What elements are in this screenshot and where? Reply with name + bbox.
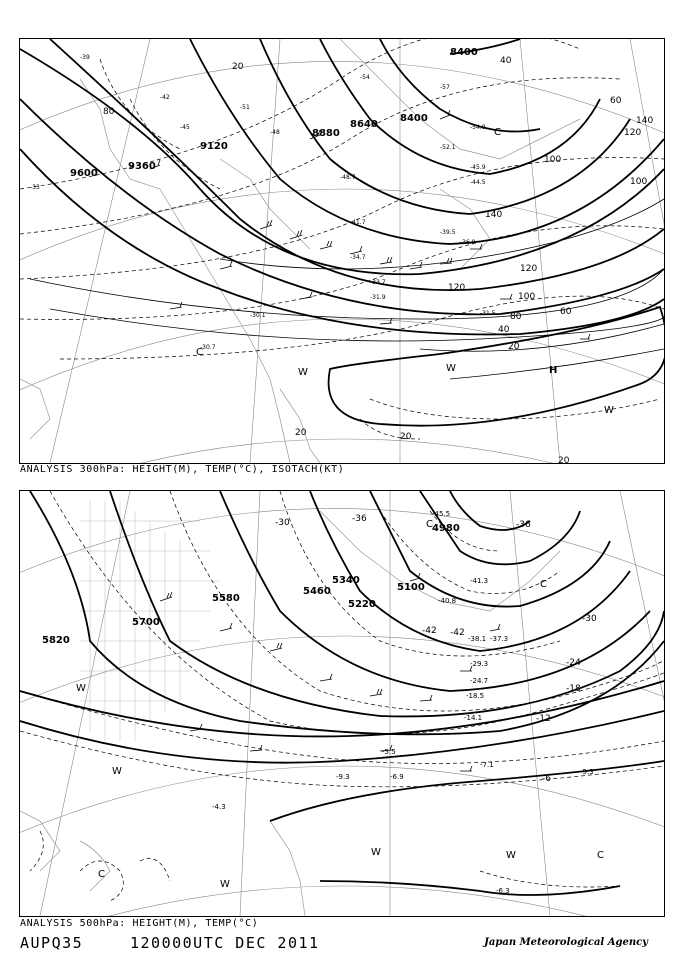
temp-label: -54 [360,74,370,81]
temp-label: -38.1 [468,635,487,643]
isotach-label: 140 [636,116,654,126]
temp-label: -34.7 [350,254,366,261]
temp-label: -36 [516,520,531,530]
isotach-label: 20 [508,342,520,352]
temp-label: -5.5 [382,748,396,756]
temp-label: -48.7 [340,174,356,181]
warm-symbol: W [298,367,308,378]
temp-label: -42 [422,626,437,636]
height-label: 5220 [348,599,376,610]
height-label: 5700 [132,617,160,628]
isotach-label: 20 [295,428,307,438]
temp-label: -39 [80,54,90,61]
warm-symbol: W [220,879,230,890]
height-label: 9120 [200,141,228,152]
temp-label: -45.9 [470,164,486,171]
temp-label: -31.5 [480,310,496,317]
temp-label: -5.3 [580,768,594,776]
temp-label: -6.3 [496,887,510,895]
temp-label: -9.3 [336,773,350,781]
height-label: 5100 [397,582,425,593]
cold-symbol: C [98,869,105,880]
temp-label: -33 [30,184,40,191]
temp-label: -24.7 [470,677,489,685]
temp-label: -45 [180,124,190,131]
temp-label: -29.3 [470,660,489,668]
cold-symbol: C [426,519,433,530]
temp-label: -14.1 [464,714,483,722]
height-label: 5340 [332,575,360,586]
map-panel-300hpa [19,38,665,464]
isotach-label: 120 [624,128,642,138]
temp-label: -18.5 [466,692,485,700]
temp-label: -39.5 [440,229,456,236]
warm-symbol: W [112,766,122,777]
temp-label: -57 [440,84,450,91]
temp-label: -31.9 [370,294,386,301]
temp-label: -6 [542,774,551,784]
isotach-label: 60 [610,96,622,106]
isotach-label: 140 [485,210,503,220]
height-label: 9360 [128,161,156,172]
map-500hpa-svg [20,491,664,916]
temp-label: -30.7 [200,344,216,351]
temp-label: -36.9 [460,239,476,246]
graticule [20,491,664,916]
temp-label: -42 [160,94,170,101]
temp-label: -54.9 [470,124,486,131]
cold-symbol: C [597,850,604,861]
chart-code: AUPQ35 [20,934,84,952]
height-label: 8640 [350,119,378,130]
isotherms [20,491,664,901]
height-label: 8400 [450,47,478,58]
temp-label: -33.7 [370,279,386,286]
temp-label: -24 [566,658,581,668]
temp-label: -30 [582,614,597,624]
isotach-label: 20 [558,456,570,463]
map-panel-500hpa [19,490,665,917]
temp-label: -37.3 [490,635,509,643]
temp-label: -51 [240,104,250,111]
temp-label: -4.3 [212,803,226,811]
height-label: 5580 [212,593,240,604]
warm-symbol: W [76,683,86,694]
temp-label: -41.7 [350,219,366,226]
temp-label: -7.1 [480,761,494,769]
isotach-label: 100 [518,292,536,302]
isotach-label: 100 [630,177,648,187]
isotach-label: 80 [510,312,522,322]
temp-label: -40.8 [438,597,457,605]
isotach-label: 120 [448,283,466,293]
temp-label: -42 [450,628,465,638]
temp-label: -30.1 [250,312,266,319]
height-label: 8880 [312,128,340,139]
high-symbol: H [549,365,558,376]
temp-label: -45.5 [432,510,451,518]
warm-symbol: W [371,847,381,858]
agency-name: Japan Meteorological Agency [484,937,648,948]
temp-label: -48 [270,129,280,136]
temp-label: -18 [566,684,581,694]
height-label: 4980 [432,523,460,534]
map-300hpa-svg [20,39,664,463]
warm-symbol: W [446,363,456,374]
caption-300hpa: ANALYSIS 300hPa: HEIGHT(M), TEMP(°C), ISOTACH(KT) [20,464,345,475]
height-contours [20,39,664,426]
isotach-label: 40 [498,325,510,335]
height-label: 5820 [42,635,70,646]
isotach-label: 20 [400,432,412,442]
height-label: 9600 [70,168,98,179]
cold-symbol: C [494,127,501,138]
graticule [20,39,664,463]
temp-label: -36 [352,514,367,524]
cold-symbol: C [196,347,203,358]
temp-label: -6.9 [390,773,404,781]
caption-500hpa: ANALYSIS 500hPa: HEIGHT(M), TEMP(°C) [20,918,259,929]
isotach-label: 120 [520,264,538,274]
temp-label: -52.1 [440,144,456,151]
height-label: 8400 [400,113,428,124]
isotach-label: 60 [560,307,572,317]
temp-label: -12 [536,714,551,724]
isotach-label: 40 [500,56,512,66]
isotach-label: 20 [232,62,244,72]
cold-symbol: C [540,579,547,590]
valid-time: 120000UTC DEC 2011 [130,934,320,952]
warm-symbol: W [604,405,614,416]
temp-label: -30 [275,518,290,528]
temp-label: -41.3 [470,577,489,585]
height-label: 5460 [303,586,331,597]
warm-symbol: W [506,850,516,861]
isotach-label: 100 [544,155,562,165]
isotachs [30,199,664,379]
isotach-label: 80 [103,107,115,117]
temp-label: -44.5 [470,179,486,186]
